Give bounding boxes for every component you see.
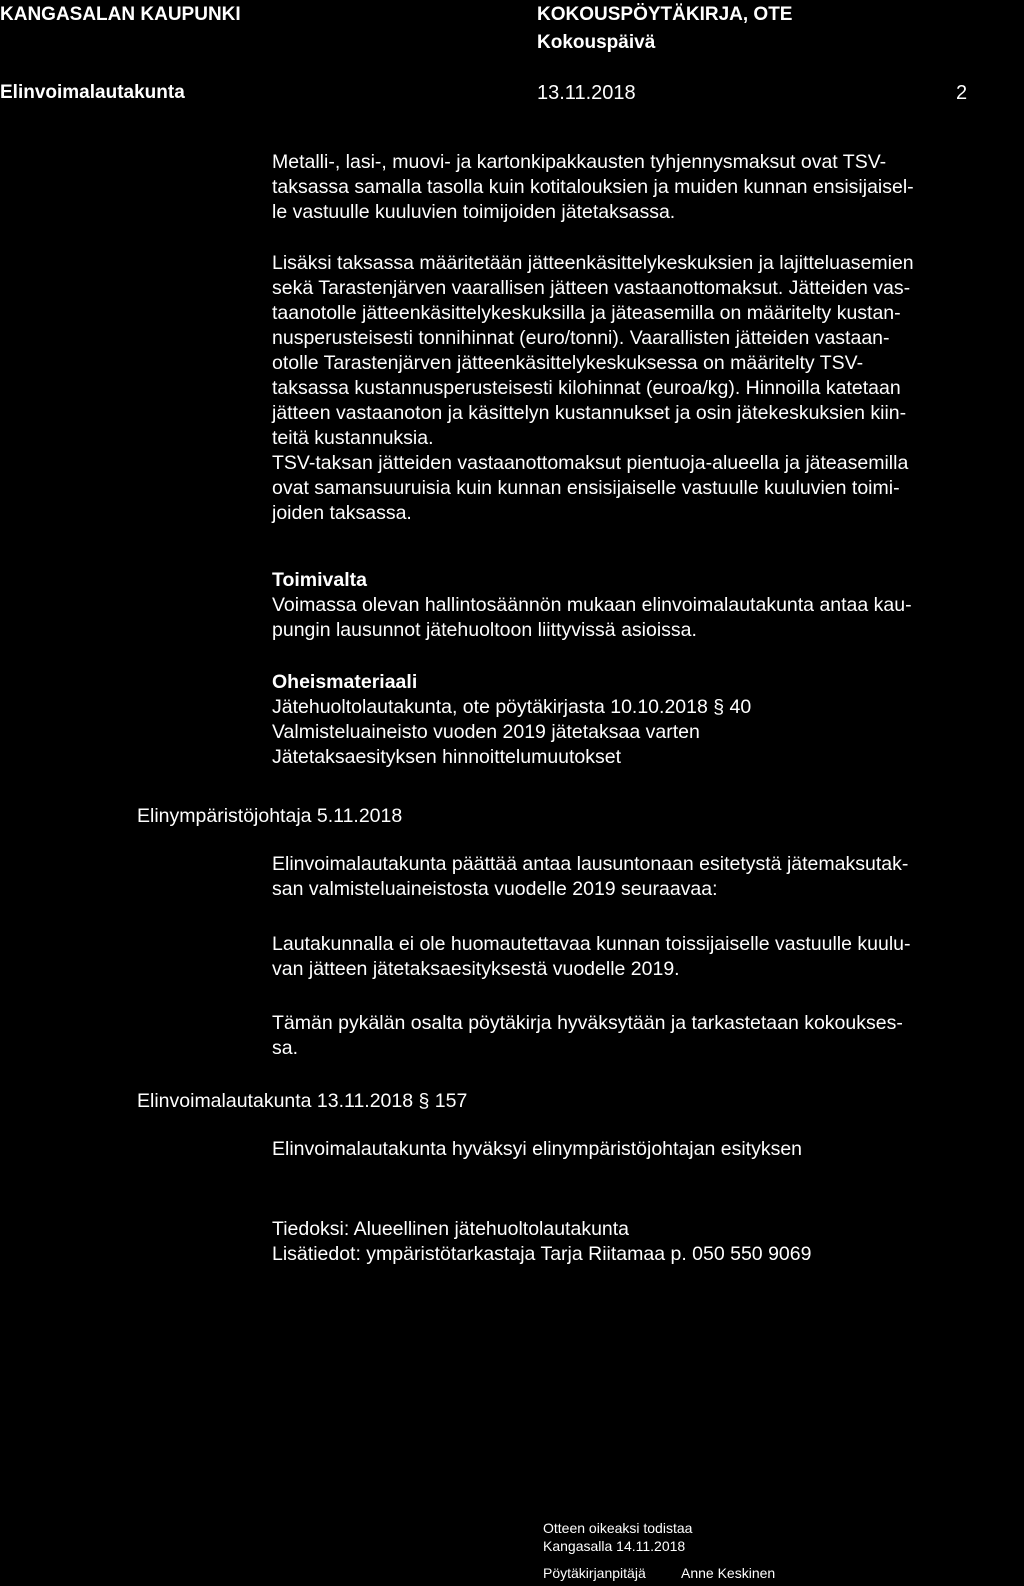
text-line: Lisäksi taksassa määritetään jätteenkäsittelykeskuksien ja lajitteluasemien (272, 252, 914, 274)
minutes-check-paragraph (272, 1011, 1020, 1061)
text-line: Elinvoimalautakunta päättää antaa lausuntonaan esitetystä jätemaksutak- (272, 853, 909, 875)
text-line: Lautakunnalla ei ole huomautettavaa kunnan toissijaiselle vastuulle kuulu- (272, 933, 911, 955)
text-line: Tämän pykälän osalta pöytäkirja hyväksytään ja tarkastetaan kokoukses- (272, 1012, 903, 1034)
text-line: sekä Tarastenjärven vaarallisen jätteen vastaanottomaksut. Jätteiden vas- (272, 277, 911, 299)
proposal-paragraph (272, 852, 1020, 902)
text-line: Voimassa olevan hallintosäännön mukaan elinvoimalautakunta antaa kau- (272, 594, 912, 616)
signer-name: Anne Keskinen (681, 1565, 776, 1581)
paragraph-fees (272, 150, 1020, 225)
committee-name: Elinvoimalautakunta (0, 82, 185, 103)
text-line: Elinvoimalautakunta hyväksyi elinympäristöjohtajan esityksen (272, 1138, 803, 1160)
certification-label: Otteen oikeaksi todistaa (543, 1520, 693, 1536)
text-line: sa. (272, 1037, 299, 1059)
meeting-date-label: Kokouspäivä (537, 32, 656, 53)
attachment-item: Valmisteluaineisto vuoden 2019 jätetaksaa varten (272, 721, 700, 743)
statement-paragraph (272, 932, 1020, 982)
document-type: KOKOUSPÖYTÄKIRJA, OTE (537, 4, 793, 25)
text-line: pungin lausunnot jätehuoltoon liittyvissä asioissa. (272, 619, 697, 641)
text-line: taksassa samalla tasolla kuin kotitalouksien ja muiden kunnan ensisijaisel- (272, 176, 914, 198)
paragraph-reception-fees (272, 251, 1020, 526)
page-number: 2 (956, 82, 968, 104)
decision-paragraph (272, 1137, 1020, 1162)
text-line: ovat samansuuruisia kuin kunnan ensisijaiselle vastuulle kuuluvien toimi- (272, 477, 900, 499)
text-line: nusperusteisesti tonnihinnat (euro/tonni). Vaarallisten jätteiden vastaan- (272, 327, 890, 349)
text-line: otolle Tarastenjärven jätteenkäsittelykeskuksessa on määritelty TSV- (272, 352, 864, 374)
signer-role: Pöytäkirjanpitäjä (543, 1565, 646, 1581)
text-line: jätteen vastaanoton ja käsittelyn kustannukset ja osin jätekeskuksien kiin- (272, 402, 907, 424)
organization-name: KANGASALAN KAUPUNKI (0, 4, 241, 25)
text-line: van jätteen jätetaksaesityksestä vuodelle 2019. (272, 958, 680, 980)
attachment-item: Jätetaksaesityksen hinnoittelumuutokset (272, 746, 622, 768)
text-line: teitä kustannuksia. (272, 427, 434, 449)
distribution-paragraph (272, 1217, 1020, 1267)
text-line: le vastuulle kuuluvien toimijoiden jätetaksassa. (272, 201, 676, 223)
section-heading: Toimivalta (272, 569, 367, 591)
text-line: taanotolle jätteenkäsittelykeskuksilla ja jäteasemilla on määritelty kustan- (272, 302, 901, 324)
contact-line: Lisätiedot: ympäristötarkastaja Tarja Riitamaa p. 050 550 9069 (272, 1243, 812, 1265)
section-heading: Oheismateriaali (272, 671, 418, 693)
text-line: taksassa kustannusperusteisesti kilohinnat (euroa/kg). Hinnoilla katetaan (272, 377, 901, 399)
decision-label: Elinvoimalautakunta 13.11.2018 § 157 (137, 1090, 468, 1112)
section-authority (272, 568, 1020, 643)
text-line: joiden taksassa. (272, 502, 412, 524)
distribution-line: Tiedoksi: Alueellinen jätehuoltolautakunta (272, 1218, 630, 1240)
text-line: TSV-taksan jätteiden vastaanottomaksut pientuoja-alueella ja jäteasemilla (272, 452, 909, 474)
meeting-date: 13.11.2018 (537, 82, 636, 104)
text-line: san valmisteluaineistosta vuodelle 2019 seuraavaa: (272, 878, 718, 900)
certification-place-date: Kangasalla 14.11.2018 (543, 1538, 686, 1554)
section-attachments (272, 670, 1020, 770)
proposer-label: Elinympäristöjohtaja 5.11.2018 (137, 805, 403, 827)
text-line: Metalli-, lasi-, muovi- ja kartonkipakkausten tyhjennysmaksut ovat TSV- (272, 151, 887, 173)
attachment-item: Jätehuoltolautakunta, ote pöytäkirjasta 10.10.2018 § 40 (272, 696, 752, 718)
